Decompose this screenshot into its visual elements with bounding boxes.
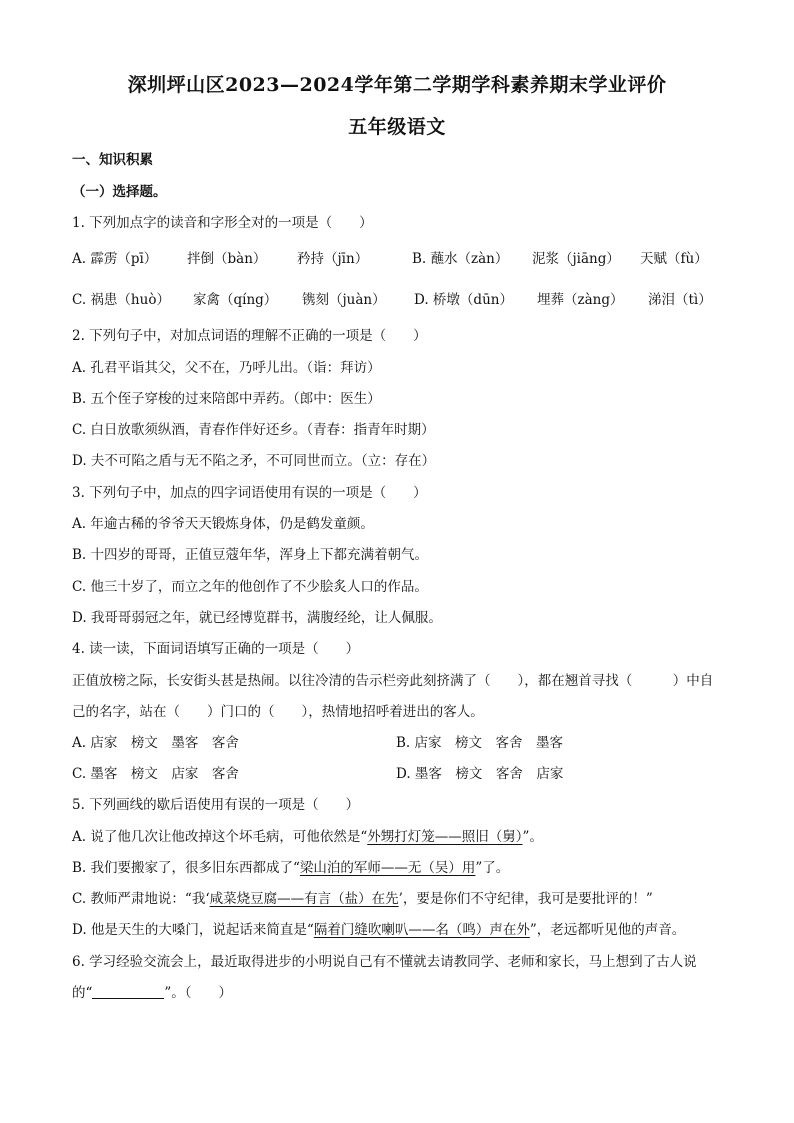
q3-option-c: C. 他三十岁了，而立之年的他创作了不少脍炙人口的作品。 <box>72 579 428 595</box>
q5-d-idiom: 隔着门缝吹喇叭——名（鸣）声在外 <box>313 922 530 938</box>
q4-option-d: D. 墨客 榜文 客舍 店家 <box>396 766 564 782</box>
q5-option-d <box>72 920 685 940</box>
q1-a-word1: A. 霹雳（pī） <box>72 251 158 267</box>
q3-stem: 3. 下列句子中，加点的四字词语使用有误的一项是（ ） <box>72 485 427 501</box>
q5-c-end: ’，要是你们不守纪律，我可是要批评的！” <box>398 891 653 907</box>
q3-option-b: B. 十四岁的哥哥，正值豆蔻年华，浑身上下都充满着朝气。 <box>72 547 429 563</box>
q6-stem-line1: 6. 学习经验交流会上，最近取得进步的小明说自己有不懂就去请教同学、老师和家长，马上想到了古人说 <box>72 954 697 970</box>
q5-b-end: ”了。 <box>475 860 510 876</box>
q5-c-text: C. 教师严肃地说：“我‘ <box>72 891 210 907</box>
page-title: 深圳坪山区2023—2024学年第二学期学科素养期末学业评价 <box>127 74 667 96</box>
q1-c-word2: 家禽（qíng） <box>193 292 278 308</box>
q4-passage-line1: 正值放榜之际，长安街头甚是热闹。以往冷清的告示栏旁此刻挤满了（ ），都在翘首寻找（ ）中自 <box>72 673 714 689</box>
q1-c-word3: 镌刻（juàn） <box>302 292 386 308</box>
subsection-heading: （一）选择题。 <box>72 184 167 200</box>
q1-b-word3: 天赋（fù） <box>640 251 708 267</box>
q4-passage-line2: 己的名字，站在（ ）门口的（ ），热情地招呼着进出的客人。 <box>72 704 484 720</box>
q3-option-d: D. 我哥哥弱冠之年，就已经博览群书，满腹经纶，让人佩服。 <box>72 610 442 626</box>
q5-stem: 5. 下列画线的歇后语使用有误的一项是（ ） <box>72 797 360 813</box>
q4-option-a: A. 店家 榜文 墨客 客舍 <box>72 735 239 751</box>
q2-option-c: C. 白日放歌须纵酒，青春作伴好还乡。（青春：指青年时期） <box>72 422 435 438</box>
q5-option-a <box>72 827 543 847</box>
q6-line2-end: ”。（ ） <box>164 985 233 1001</box>
q5-a-idiom: 外甥打灯笼——照旧（舅） <box>367 829 523 845</box>
q1-d-word3: 涕泪（tì） <box>648 292 712 308</box>
q4-stem: 4. 读一读，下面词语填写正确的一项是（ ） <box>72 641 360 657</box>
q5-c-idiom: 咸菜烧豆腐——有言（盐）在先 <box>209 891 399 907</box>
q5-option-c <box>72 889 653 909</box>
q5-d-end: ”，老远都听见他的声音。 <box>529 922 686 938</box>
q5-d-text: D. 他是天生的大嗓门，说起话来简直是“ <box>72 922 314 938</box>
q1-stem: 1. 下列加点字的读音和字形全对的一项是（ ） <box>72 215 373 231</box>
q6-answer-blank[interactable] <box>92 984 164 999</box>
q2-option-a: A. 孔君平诣其父，父不在，乃呼儿出。（诣：拜访） <box>72 360 381 376</box>
q1-option-a <box>72 249 157 269</box>
q3-option-a: A. 年逾古稀的爷爷天天锻炼身体，仍是鹤发童颜。 <box>72 516 374 532</box>
q2-option-d: D. 夫不可陷之盾与无不陷之矛，不可同世而立。（立：存在） <box>72 453 436 469</box>
q6-line2-start: 的“ <box>72 985 93 1001</box>
q1-option-b: B. 蘸水（zàn） <box>412 251 509 267</box>
q1-option-d: D. 桥墩（dūn） <box>414 292 513 308</box>
q5-b-idiom: 梁山泊的军师——无（吴）用 <box>299 860 476 876</box>
q1-d-word2: 埋葬（zàng） <box>537 292 624 308</box>
q5-a-text: A. 说了他几次让他改掉这个坏毛病，可他依然是“ <box>72 829 368 845</box>
q5-option-b <box>72 858 509 878</box>
q1-option-c: C. 祸患（huò） <box>72 292 170 308</box>
q5-b-text: B. 我们要搬家了，很多旧东西都成了“ <box>72 860 300 876</box>
page-subtitle: 五年级语文 <box>348 116 446 138</box>
section-heading: 一、知识积累 <box>72 152 153 168</box>
q1-b-word2: 泥浆（jiāng） <box>532 251 620 267</box>
q4-option-b: B. 店家 榜文 客舍 墨客 <box>396 735 564 751</box>
q4-option-c: C. 墨客 榜文 店家 客舍 <box>72 766 239 782</box>
q1-a-word3: 矜持（jīn） <box>297 251 369 267</box>
q6-stem-line2 <box>72 983 232 1003</box>
q1-a-word2: 拌倒（bàn） <box>187 251 267 267</box>
q2-option-b: B. 五个侄子穿梭的过来陪郎中弄药。（郎中：医生） <box>72 391 381 407</box>
q2-stem: 2. 下列句子中，对加点词语的理解不正确的一项是（ ） <box>72 328 427 344</box>
q5-a-end: ”。 <box>522 829 543 845</box>
